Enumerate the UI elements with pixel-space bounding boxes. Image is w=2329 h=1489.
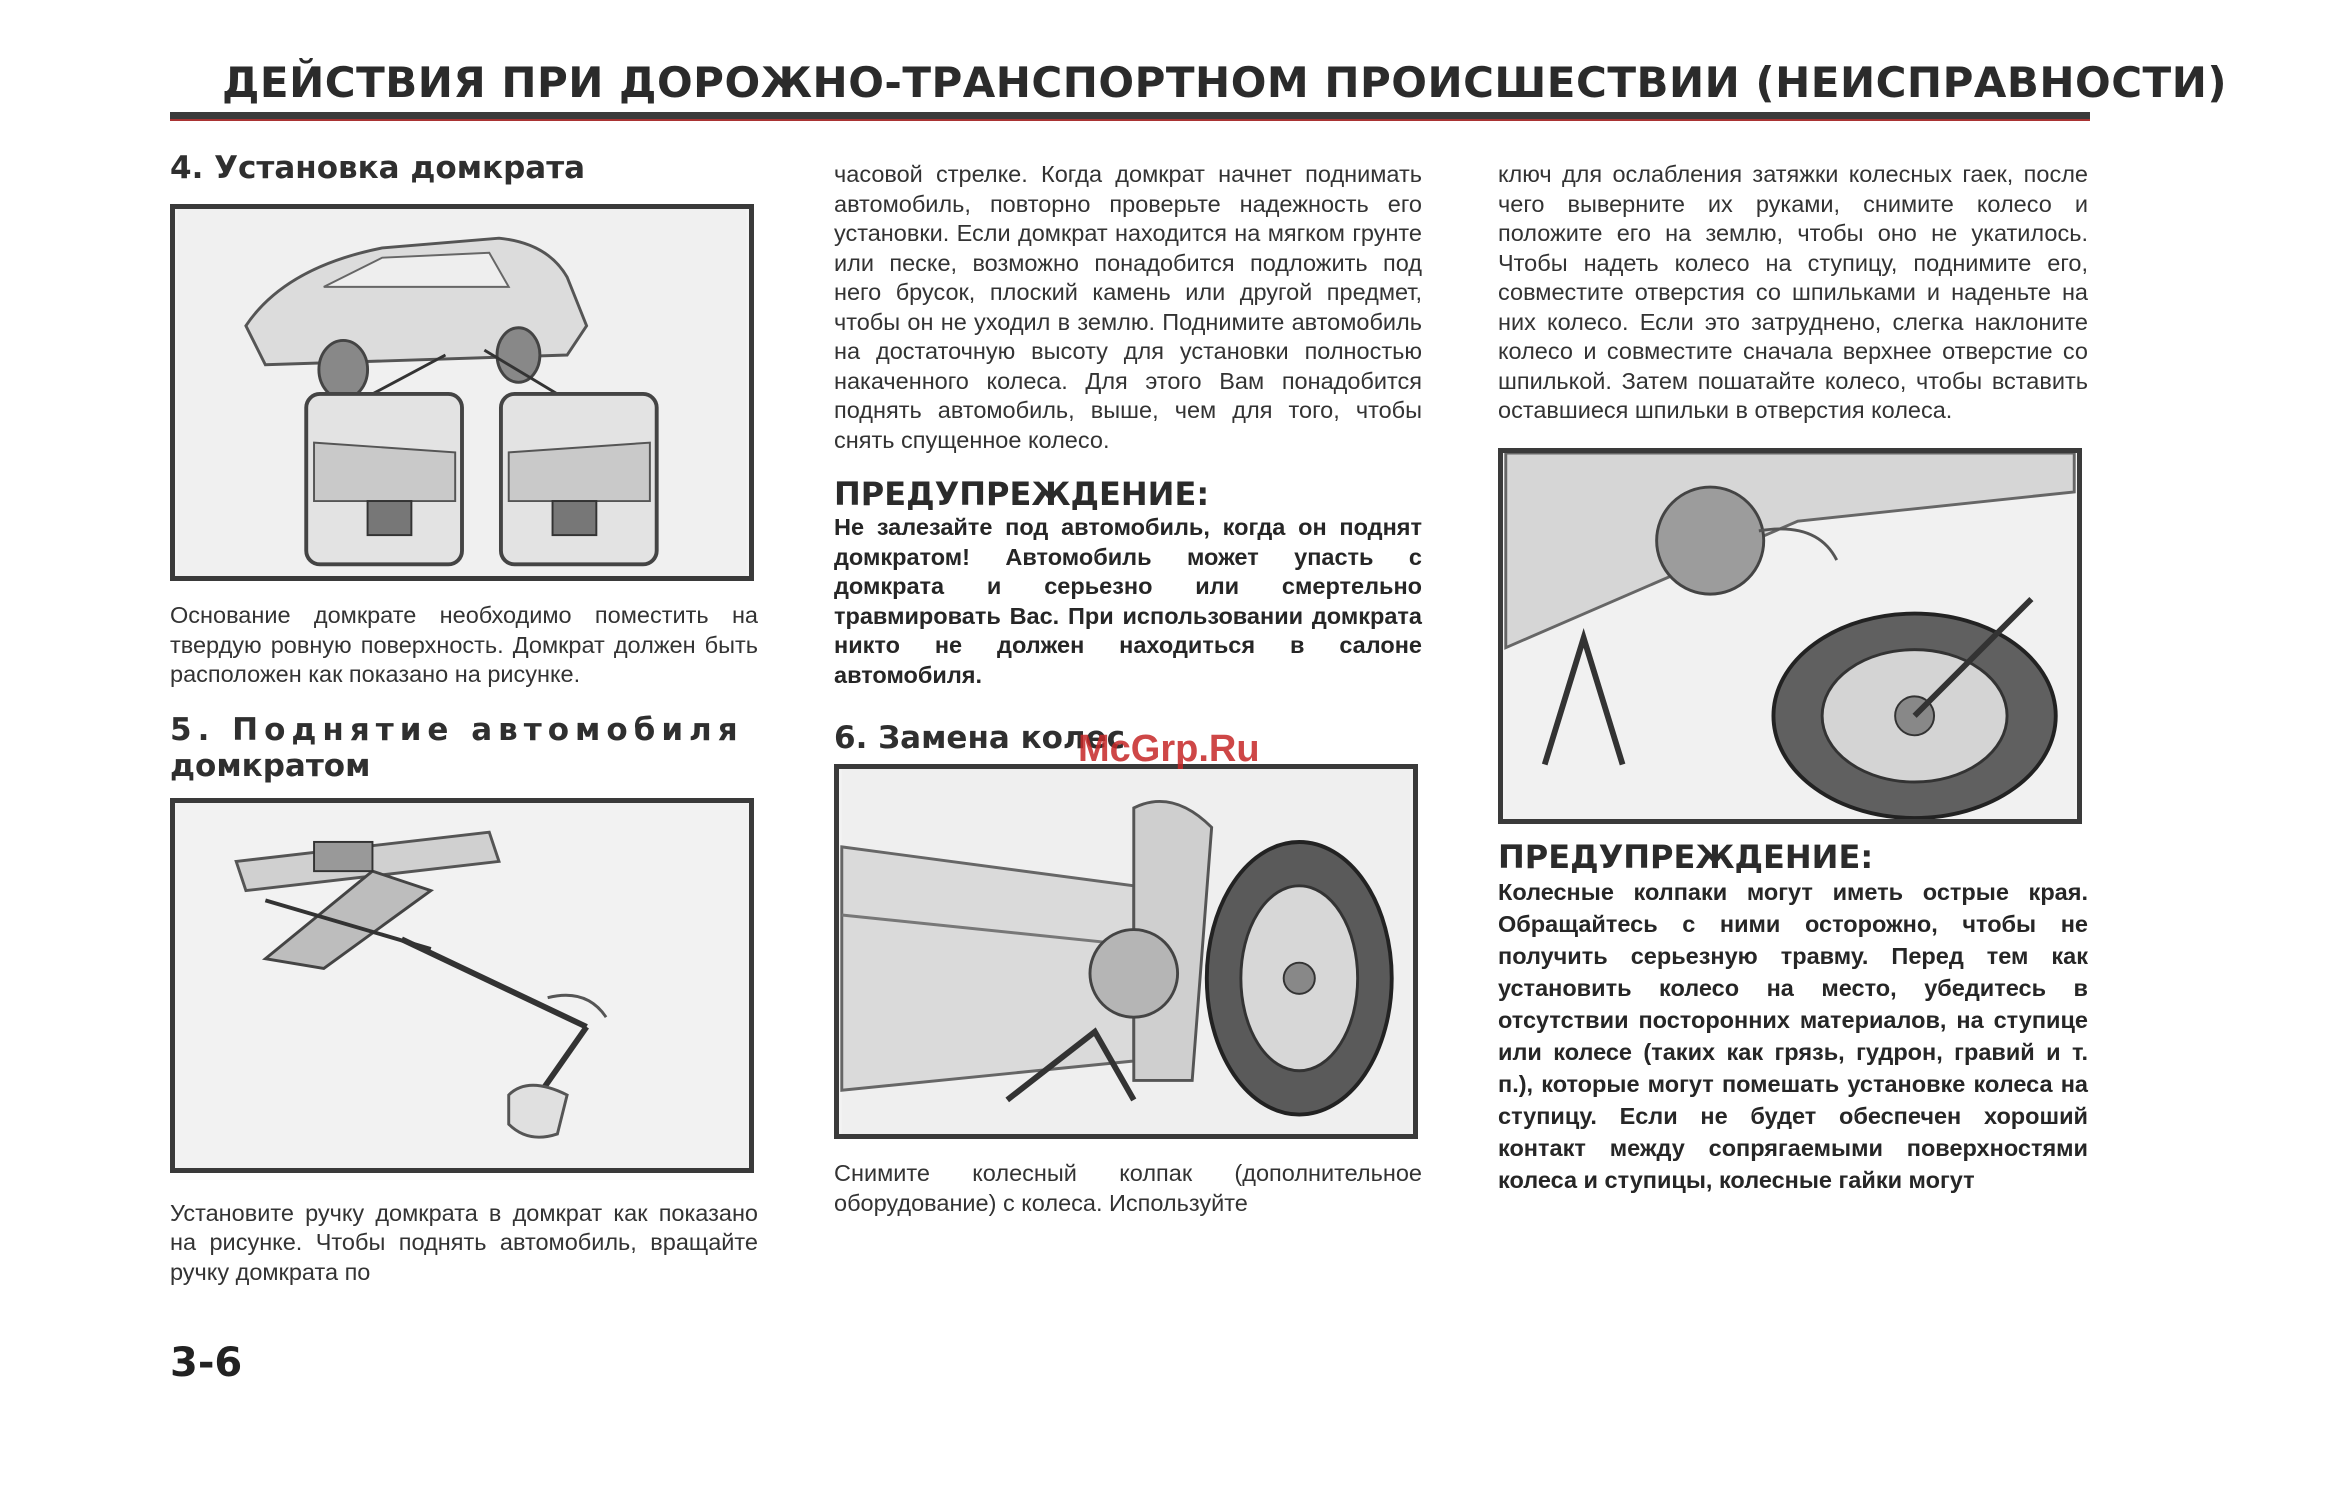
section-5-continued: часовой стрелке. Когда домкрат начнет поднимать автомобиль, повторно проверьте надежность его установки. Если домкрат находится на мягком грунте или песке, возможно понадобится подложить под него брусок, плоский камень или другой предмет, чтобы он не уходил в землю. Поднимите автомобиль на достаточную высоту для установки полностью накаченного колеса. Для этого Вам понадобится поднять автомобиль, выше, чем для того, чтобы снять спущенное колесо. bbox=[834, 161, 1422, 453]
spare-wheel-illustration bbox=[1503, 453, 2077, 819]
jack-handle-figure bbox=[170, 798, 754, 1173]
page-number: 3-6 bbox=[170, 1340, 243, 1386]
warning-1-body: Не залезайте под автомобиль, когда он поднят домкратом! Автомобиль может упасть с домкрата и серьезно или смертельно травмировать Вас. При использовании домкрата никто не должен находиться в салоне автомобиля. bbox=[834, 514, 1422, 688]
section-6-caption: Снимите колесный колпак (дополнительное оборудование) с колеса. Используйте bbox=[834, 1160, 1422, 1216]
jack-position-illustration bbox=[175, 209, 749, 576]
section-4-caption: Основание домкрате необходимо поместить на твердую ровную поверхность. Домкрат должен быть расположен как показано на рисунке. bbox=[170, 602, 758, 687]
section-5-heading bbox=[170, 712, 758, 784]
wheel-change-figure bbox=[834, 764, 1418, 1139]
watermark: McGrp.Ru bbox=[1078, 728, 1260, 770]
column-2 bbox=[834, 160, 1422, 1218]
header-rule bbox=[170, 112, 2090, 121]
wheel-change-illustration bbox=[839, 769, 1413, 1134]
section-4-heading: 4. Установка домкрата bbox=[170, 150, 586, 186]
warning-2-body: Колесные колпаки могут иметь острые края. Обращайтесь с ними осторожно, чтобы не получить серьезную травму. Перед тем как установить колесо на место, убедитесь в отсутствии посторонних материалов, на ступице или колесе (таких как грязь, гудрон, гравий и т. п.), которые могут помешать установке колеса на ступицу. Если не будет обеспечен хороший контакт между сопрягаемыми поверхностями колеса и ступицы, колесные гайки могут bbox=[1498, 878, 2088, 1193]
warning-1-title: ПРЕДУПРЕЖДЕНИЕ: bbox=[834, 475, 1210, 513]
section-5-heading-line2: домкратом bbox=[170, 747, 371, 784]
spare-wheel-figure bbox=[1498, 448, 2082, 824]
jack-handle-illustration bbox=[175, 803, 749, 1168]
section-5-caption: Установите ручку домкрата в домкрат как показано на рисунке. Чтобы поднять автомобиль, вращайте ручку домкрата по bbox=[170, 1199, 758, 1285]
section-5-heading-line1: 5. Поднятие автомобиля bbox=[170, 711, 744, 748]
column-3 bbox=[1498, 160, 2088, 1196]
jack-position-figure bbox=[170, 204, 754, 581]
warning-2-title: ПРЕДУПРЕЖДЕНИЕ: bbox=[1498, 837, 1874, 876]
section-6-continued: ключ для ослабления затяжки колесных гаек, после чего выверните их руками, снимите колесо и положите его на землю, чтобы оно не укатилось. Чтобы надеть колесо на ступицу, поднимите его, совместите отверстия со шпильками и наденьте на них колесо. Если это затруднено, слегка наклоните колесо и совместите сначала верхнее отверстие со шпилькой. Затем пошатайте колесо, чтобы вставить оставшиеся шпильки в отверстия колеса. bbox=[1498, 161, 2088, 423]
section-6-heading: 6. Замена колес bbox=[834, 720, 1126, 756]
page-header: ДЕЙСТВИЯ ПРИ ДОРОЖНО-ТРАНСПОРТНОМ ПРОИСШЕСТВИИ (НЕИСПРАВНОСТИ) bbox=[222, 58, 2228, 107]
column-1 bbox=[170, 150, 758, 1287]
